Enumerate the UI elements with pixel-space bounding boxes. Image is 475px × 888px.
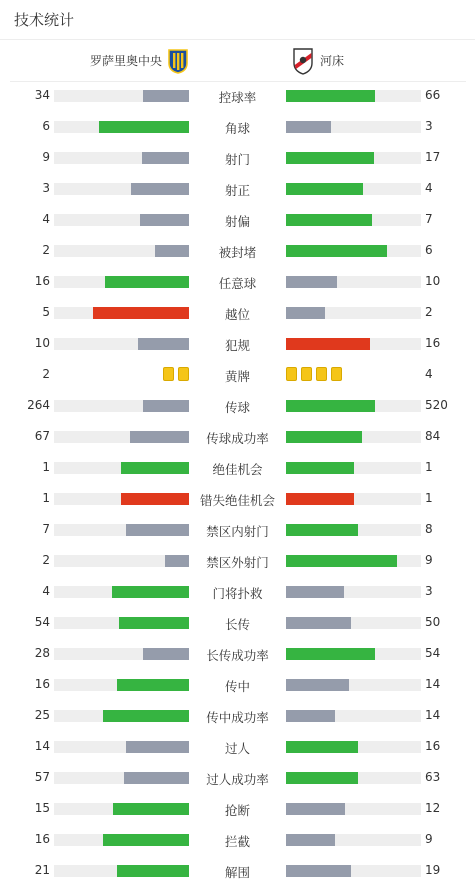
home-stat-value: 54	[34, 615, 50, 629]
away-stat-bar	[286, 834, 335, 846]
away-stat-bar	[286, 555, 397, 567]
away-stat-bar	[286, 741, 358, 753]
away-stat-bar	[286, 462, 354, 474]
away-stat-bar-track	[286, 152, 421, 164]
away-stat-bar	[286, 617, 351, 629]
home-stat-bar	[121, 493, 189, 505]
away-stat-value: 4	[425, 181, 433, 195]
stat-label: 错失绝佳机会	[199, 493, 275, 508]
away-stat-bar-track	[286, 617, 421, 629]
home-stat-bar-track	[54, 152, 189, 164]
yellow-card-icon	[316, 367, 327, 381]
home-stat-bar	[124, 772, 189, 784]
stat-row	[0, 484, 475, 515]
away-stat-bar	[286, 524, 358, 536]
stat-label: 黄牌	[224, 369, 250, 384]
stat-row	[0, 143, 475, 174]
home-stat-bar	[143, 400, 189, 412]
stat-row	[0, 825, 475, 856]
home-stat-bar-track	[54, 710, 189, 722]
home-stat-value: 34	[34, 88, 50, 102]
away-stat-bar	[286, 307, 325, 319]
home-stat-bar-track	[54, 462, 189, 474]
home-stat-bar	[140, 214, 189, 226]
teams-header	[10, 41, 466, 82]
away-stat-bar	[286, 276, 337, 288]
away-stat-bar	[286, 865, 351, 877]
away-stat-value: 3	[425, 584, 433, 598]
away-stat-bar-track	[286, 741, 421, 753]
away-stat-value: 8	[425, 522, 433, 536]
away-stat-bar-track	[286, 462, 421, 474]
away-stat-bar-track	[286, 493, 421, 505]
away-stat-value: 14	[425, 708, 441, 722]
away-stat-bar-track	[286, 276, 421, 288]
away-stat-bar-track	[286, 183, 421, 195]
stat-row	[0, 701, 475, 732]
home-stat-bar-track	[54, 338, 189, 350]
yellow-card-icon	[286, 367, 297, 381]
home-stat-value: 1	[42, 460, 50, 474]
away-stat-value: 2	[425, 305, 433, 319]
away-stat-value: 12	[425, 801, 441, 815]
home-stat-bar	[117, 679, 189, 691]
away-stat-value: 9	[425, 553, 433, 567]
home-stat-value: 21	[34, 863, 50, 877]
stat-row	[0, 794, 475, 825]
yellow-card-icon	[178, 367, 189, 381]
away-stat-bar-track	[286, 90, 421, 102]
away-stat-bar-track	[286, 710, 421, 722]
away-stat-bar-track	[286, 400, 421, 412]
home-stat-value: 25	[34, 708, 50, 722]
away-stat-bar	[286, 648, 375, 660]
home-stat-value: 9	[42, 150, 50, 164]
home-stat-value: 6	[42, 119, 50, 133]
stat-row	[0, 298, 475, 329]
away-stat-bar-track	[286, 679, 421, 691]
stat-row	[0, 608, 475, 639]
home-stat-bar	[99, 121, 189, 133]
home-stat-bar	[155, 245, 189, 257]
home-stat-bar	[119, 617, 189, 629]
stat-row	[0, 546, 475, 577]
stat-label: 射门	[224, 152, 250, 167]
stat-row	[0, 515, 475, 546]
away-stat-bar	[286, 338, 370, 350]
away-stat-bar	[286, 121, 331, 133]
away-stat-bar-track	[286, 803, 421, 815]
stat-label: 传球成功率	[206, 431, 269, 446]
home-stat-value: 264	[27, 398, 50, 412]
away-stat-value: 16	[425, 336, 441, 350]
away-stat-value: 10	[425, 274, 441, 288]
stat-row	[0, 267, 475, 298]
home-stat-bar-track	[54, 865, 189, 877]
away-stat-value: 9	[425, 832, 433, 846]
home-stat-bar-track	[54, 772, 189, 784]
home-stat-value: 2	[42, 243, 50, 257]
stat-row	[0, 453, 475, 484]
home-stat-bar	[143, 648, 189, 660]
home-stat-bar-track	[54, 555, 189, 567]
home-stat-value: 4	[42, 584, 50, 598]
away-stat-value: 520	[425, 398, 448, 412]
stat-row	[0, 577, 475, 608]
away-stat-bar-track	[286, 524, 421, 536]
home-stat-value: 28	[34, 646, 50, 660]
away-stat-bar-track	[286, 834, 421, 846]
away-stat-value: 7	[425, 212, 433, 226]
away-stat-value: 1	[425, 460, 433, 474]
stat-label: 角球	[224, 121, 250, 136]
away-stat-value: 4	[425, 367, 433, 381]
home-stat-value: 3	[42, 181, 50, 195]
away-stat-value: 16	[425, 739, 441, 753]
home-stat-bar	[131, 183, 189, 195]
stat-label: 射偏	[224, 214, 250, 229]
stat-label: 犯规	[224, 338, 250, 353]
away-stat-value: 84	[425, 429, 441, 443]
stat-label: 长传成功率	[206, 648, 269, 663]
away-stat-value: 3	[425, 119, 433, 133]
yellow-card-icon	[331, 367, 342, 381]
stat-label: 传中	[224, 679, 250, 694]
home-stat-bar	[126, 741, 189, 753]
stat-label: 拦截	[224, 834, 250, 849]
stat-label: 过人成功率	[206, 772, 269, 787]
home-stat-value: 14	[34, 739, 50, 753]
home-stat-bar-track	[54, 276, 189, 288]
yellow-card-icon	[301, 367, 312, 381]
away-stat-bar	[286, 152, 374, 164]
home-stat-bar-track	[54, 493, 189, 505]
home-stat-value: 2	[42, 367, 50, 381]
away-stat-bar-track	[286, 245, 421, 257]
away-stat-value: 54	[425, 646, 441, 660]
home-stat-bar-track	[54, 90, 189, 102]
away-stat-bar	[286, 493, 354, 505]
home-stat-bar	[143, 90, 189, 102]
home-stat-bar	[130, 431, 189, 443]
stat-label: 被封堵	[218, 245, 257, 260]
home-stat-bar	[103, 834, 189, 846]
home-stat-bar-track	[54, 617, 189, 629]
stat-label: 传中成功率	[206, 710, 269, 725]
home-stat-bar	[113, 803, 189, 815]
away-stat-bar	[286, 183, 363, 195]
home-stat-value: 16	[34, 832, 50, 846]
away-stat-value: 66	[425, 88, 441, 102]
away-team-name[interactable]: 河床	[320, 54, 345, 68]
stat-row	[0, 639, 475, 670]
home-team-name[interactable]: 罗萨里奥中央	[89, 54, 162, 68]
stat-row	[0, 670, 475, 701]
yellow-card-icon	[163, 367, 174, 381]
away-stat-bar	[286, 772, 358, 784]
home-stat-value: 5	[42, 305, 50, 319]
away-stat-bar-track	[286, 307, 421, 319]
away-stat-bar-track	[286, 865, 421, 877]
away-stat-value: 17	[425, 150, 441, 164]
home-stat-bar	[105, 276, 189, 288]
home-stat-bar-track	[54, 431, 189, 443]
away-stat-bar	[286, 214, 372, 226]
away-stat-bar-track	[286, 431, 421, 443]
away-stat-bar-track	[286, 586, 421, 598]
home-stat-bar	[138, 338, 189, 350]
home-stat-value: 16	[34, 677, 50, 691]
home-stat-bar	[121, 462, 189, 474]
home-stat-bar-track	[54, 307, 189, 319]
rosario-central-crest-icon[interactable]	[167, 48, 189, 74]
home-stat-value: 2	[42, 553, 50, 567]
stat-label: 禁区外射门	[206, 555, 269, 570]
away-stat-bar-track	[286, 214, 421, 226]
home-stat-value: 7	[42, 522, 50, 536]
stat-row	[0, 236, 475, 267]
away-stat-bar	[286, 431, 362, 443]
away-stat-value: 6	[425, 243, 433, 257]
stat-row	[0, 391, 475, 422]
stat-label: 门将扑救	[212, 586, 263, 601]
header	[0, 0, 475, 40]
away-yellow-cards	[286, 367, 342, 381]
home-stat-value: 15	[34, 801, 50, 815]
stat-label: 射正	[224, 183, 250, 198]
away-stat-bar	[286, 90, 375, 102]
stat-label: 任意球	[218, 276, 257, 291]
away-stat-bar	[286, 586, 344, 598]
away-stat-bar-track	[286, 121, 421, 133]
away-stat-value: 50	[425, 615, 441, 629]
home-stat-bar	[165, 555, 189, 567]
home-stat-value: 57	[34, 770, 50, 784]
away-stat-bar-track	[286, 555, 421, 567]
away-stat-value: 14	[425, 677, 441, 691]
stat-row	[0, 360, 475, 391]
stat-row	[0, 329, 475, 360]
away-stat-bar	[286, 803, 345, 815]
away-stat-bar-track	[286, 772, 421, 784]
home-yellow-cards	[163, 367, 189, 381]
home-stat-value: 16	[34, 274, 50, 288]
stat-row	[0, 205, 475, 236]
home-stat-bar-track	[54, 679, 189, 691]
home-stat-bar-track	[54, 121, 189, 133]
away-stat-bar-track	[286, 648, 421, 660]
away-stat-bar	[286, 400, 375, 412]
home-stat-bar-track	[54, 586, 189, 598]
stat-label: 控球率	[218, 90, 257, 105]
page-title: 技术统计	[14, 11, 75, 29]
stat-label: 抢断	[224, 803, 250, 818]
home-stat-bar	[103, 710, 189, 722]
home-stat-bar-track	[54, 245, 189, 257]
stat-row	[0, 81, 475, 112]
home-stat-bar	[126, 524, 189, 536]
stat-label: 越位	[224, 307, 250, 322]
stat-row	[0, 856, 475, 887]
river-plate-crest-icon[interactable]	[292, 47, 314, 75]
stat-row	[0, 112, 475, 143]
home-stat-value: 67	[34, 429, 50, 443]
home-stat-bar-track	[54, 648, 189, 660]
home-stat-bar-track	[54, 524, 189, 536]
away-stat-bar	[286, 245, 387, 257]
home-stat-bar-track	[54, 214, 189, 226]
stat-row	[0, 422, 475, 453]
home-stat-bar-track	[54, 400, 189, 412]
stat-label: 长传	[224, 617, 250, 632]
home-stat-bar-track	[54, 803, 189, 815]
away-stat-bar-track	[286, 338, 421, 350]
home-stat-bar	[93, 307, 189, 319]
stat-label: 传球	[224, 400, 250, 415]
home-stat-value: 1	[42, 491, 50, 505]
stat-label: 绝佳机会	[212, 462, 263, 477]
stat-row	[0, 763, 475, 794]
home-stat-bar	[112, 586, 189, 598]
stat-row	[0, 174, 475, 205]
away-stat-value: 1	[425, 491, 433, 505]
away-stat-bar	[286, 679, 349, 691]
home-stat-bar	[117, 865, 189, 877]
home-stat-value: 4	[42, 212, 50, 226]
away-stat-value: 19	[425, 863, 441, 877]
stat-label: 解围	[224, 865, 250, 880]
home-stat-bar-track	[54, 741, 189, 753]
home-stat-value: 10	[34, 336, 50, 350]
stat-label: 禁区内射门	[206, 524, 269, 539]
stat-label: 过人	[224, 741, 250, 756]
away-stat-value: 63	[425, 770, 441, 784]
home-stat-bar	[142, 152, 189, 164]
stat-row	[0, 732, 475, 763]
home-stat-bar-track	[54, 834, 189, 846]
away-stat-bar	[286, 710, 335, 722]
home-stat-bar-track	[54, 183, 189, 195]
